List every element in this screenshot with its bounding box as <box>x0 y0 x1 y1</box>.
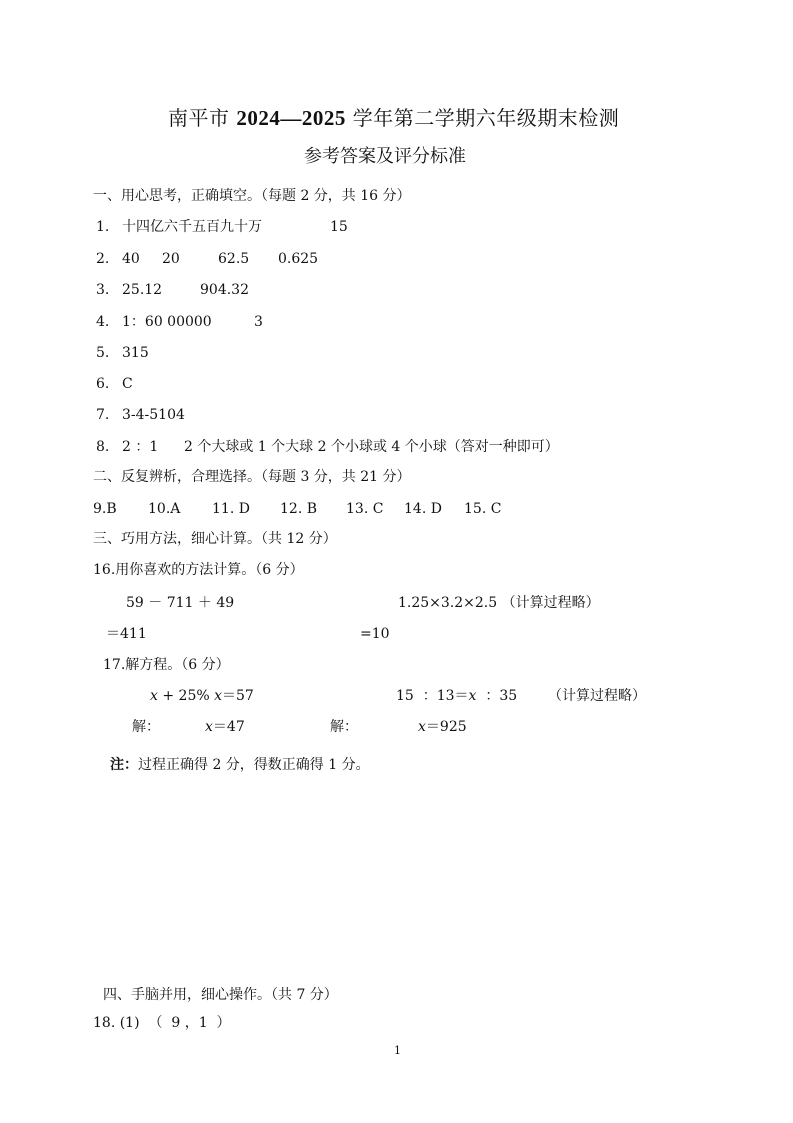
q9-answer: 9.B <box>93 501 117 517</box>
q17-solution-2: x＝925 <box>418 719 467 735</box>
q17-solution-2-label: 解： <box>330 719 358 735</box>
q12-answer: 12. B <box>280 501 318 517</box>
q16-result-2: =10 <box>360 626 390 642</box>
grading-note-label: 注： <box>110 757 138 773</box>
q8-number: 8. <box>96 439 110 455</box>
q1-answer-a: 十四亿六千五百九十万 <box>122 219 262 235</box>
q3-answer-a: 25.12 <box>122 282 163 298</box>
q1-answer-b: 15 <box>330 219 348 235</box>
section1-heading: 一、用心思考，正确填空。（每题 2 分，共 16 分） <box>93 188 411 204</box>
title-year: 2024—2025 <box>236 106 346 130</box>
q5-number: 5. <box>96 345 110 361</box>
q13-answer: 13. C <box>346 501 384 517</box>
q10-answer: 10.A <box>148 501 181 517</box>
q16-expression-1: 59 － 711 ＋ 49 <box>126 595 235 611</box>
q4-answer-b: 3 <box>254 314 263 330</box>
section3-heading: 三、巧用方法，细心计算。（共 12 分） <box>93 531 337 547</box>
q2-answer-b: 20 <box>162 251 180 267</box>
q11-answer: 11. D <box>212 501 250 517</box>
q17-equation-1: x + 25% x＝57 <box>150 688 254 704</box>
q7-number: 7. <box>96 407 110 423</box>
q2-answer-a: 40 <box>122 251 140 267</box>
q7-answer: 3-4-5104 <box>122 407 185 423</box>
q3-number: 3. <box>96 282 110 298</box>
q17-equation-2-note: （计算过程略） <box>548 688 646 704</box>
q17-equation-2: 15 ：13＝x ：35 <box>396 688 518 704</box>
grading-note-text: 过程正确得 2 分，得数正确得 1 分。 <box>138 757 370 773</box>
section4-heading: 四、手脑并用，细心操作。（共 7 分） <box>103 987 338 1003</box>
q3-answer-b: 904.32 <box>200 282 249 298</box>
q2-answer-d: 0.625 <box>278 251 319 267</box>
q14-answer: 14. D <box>404 501 442 517</box>
page-title: 南平市 2024—2025 学年第二学期六年级期末检测 <box>168 106 620 130</box>
page-subtitle: 参考答案及评分标准 <box>304 146 466 167</box>
q16-expression-2: 1.25×3.2×2.5 （计算过程略） <box>398 595 600 611</box>
q4-number: 4. <box>96 314 110 330</box>
section2-heading: 二、反复辨析，合理选择。（每题 3 分，共 21 分） <box>93 469 411 485</box>
q5-answer: 315 <box>122 345 149 361</box>
q17-solution-1: x＝47 <box>205 719 245 735</box>
q8-answer-b: 2 个大球或 1 个大球 2 个小球或 4 个小球（答对一种即可） <box>184 439 559 455</box>
q16-label: 16.用你喜欢的方法计算。（6 分） <box>93 562 304 578</box>
q1-number: 1. <box>96 219 110 235</box>
q4-answer-a: 1：60 00000 <box>122 314 212 330</box>
q2-answer-c: 62.5 <box>218 251 250 267</box>
q6-number: 6. <box>96 376 110 392</box>
q6-answer: C <box>122 376 133 392</box>
grading-note <box>110 756 370 774</box>
q8-answer-a: 2 ：1 <box>122 439 159 455</box>
q2-number: 2. <box>96 251 110 267</box>
q15-answer: 15. C <box>464 501 502 517</box>
page-number: 1 <box>394 1044 401 1057</box>
q17-solution-1-label: 解： <box>132 719 160 735</box>
q16-result-1: ＝411 <box>106 626 147 642</box>
q17-label: 17.解方程。（6 分） <box>103 657 230 673</box>
q18-answer: 18. (1) （ 9 ，1 ） <box>93 1015 231 1031</box>
